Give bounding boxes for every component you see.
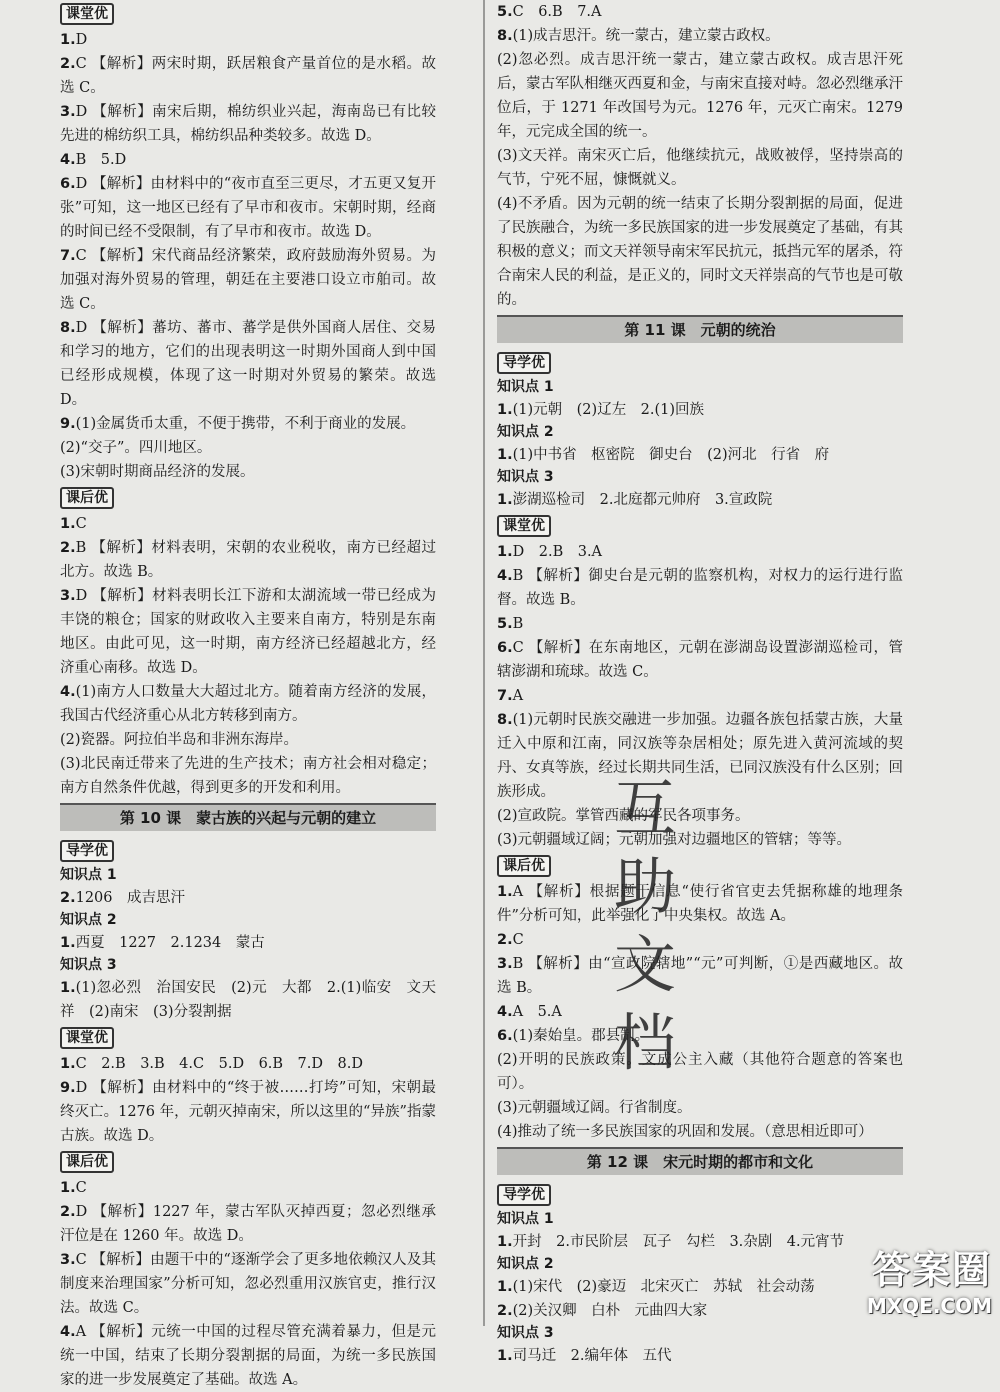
answer-text: B 【解析】御史台是元朝的监察机构，对权力的运行进行监督。故选 B。 xyxy=(497,568,903,608)
answer-text: C xyxy=(75,1180,87,1196)
answer-text: (2)关汉卿 白朴 元曲四大家 xyxy=(512,1303,708,1319)
answer-text: (4)不矛盾。因为元朝的统一结束了长期分裂割据的局面，促进了民族融合，为统一多民族国家的进一步发展奠定了基础，有其积极的意义；而文天祥领导南宋军民抗元，抵挡元军的屠杀，符合南宋人民的利益，是正义的，同时文天祥崇高的气节也是可敬的。 xyxy=(497,196,903,308)
section-label: 导学优 xyxy=(497,1184,551,1206)
stamp-character: 互 xyxy=(613,772,676,845)
question-number: 7. xyxy=(497,688,513,704)
question-number: 1. xyxy=(497,1348,513,1364)
answer-text: D 【解析】蕃坊、蕃市、蕃学是供外国商人居住、交易和学习的地方，它们的出现表明这一时期外国商人到中国已经形成规模，体现了这一时期对外贸易的繁荣。故选 D。 xyxy=(60,320,436,408)
answer-item xyxy=(60,436,436,460)
answer-text: (3)北民南迁带来了先进的生产技术；南方社会相对稳定；南方自然条件优越，得到更多的开发和利用。 xyxy=(60,756,436,796)
question-number: 6. xyxy=(497,640,513,656)
question-number: 8. xyxy=(497,28,513,44)
answer-item xyxy=(60,412,436,436)
right-column xyxy=(497,0,903,1368)
question-number: 2. xyxy=(60,1204,76,1220)
answer-text: D 【解析】由材料中的“终于被……打垮”可知，宋朝最终灭亡。1276 年，元朝灭掉南宋，所以这里的“异族”指蒙古族。故选 D。 xyxy=(60,1080,436,1144)
knowledge-point-heading: 知识点 3 xyxy=(497,469,554,485)
knowledge-point-heading: 知识点 1 xyxy=(497,379,554,395)
answer-item xyxy=(60,316,436,412)
answer-text: A 5.A xyxy=(512,1004,562,1020)
handwritten-stamp xyxy=(610,770,680,1082)
answer-item xyxy=(497,952,903,1000)
answer-item xyxy=(497,1000,903,1024)
answer-item xyxy=(497,398,903,422)
question-number: 1. xyxy=(497,1234,513,1250)
question-number: 2. xyxy=(60,540,76,556)
knowledge-point-heading: 知识点 2 xyxy=(497,424,554,440)
answer-text: (2)忽必烈。成吉思汗统一蒙古，建立蒙古政权。成吉思汗死后，蒙古军队相继灭西夏和金，与南宋直接对峙。忽必烈继承汗位后，于 1271 年改国号为元。1276 年，元灭亡南宋。1279 年，元完成全国的统一。 xyxy=(497,52,903,140)
answer-text: (3)元朝疆域辽阔；元朝加强对边疆地区的管辖；等等。 xyxy=(497,832,852,848)
answer-item xyxy=(497,540,903,564)
question-number: 1. xyxy=(60,32,76,48)
answer-item xyxy=(60,1076,436,1148)
answer-text: (3)文天祥。南宋灭亡后，他继续抗元，战败被俘，坚持崇高的气节，宁死不屈，慷慨就义。 xyxy=(497,148,903,188)
answer-text: (1)宋代 (2)豪迈 北宋灭亡 苏轼 社会动荡 xyxy=(512,1279,815,1295)
answer-item xyxy=(497,564,903,612)
answer-text: 司马迁 2.编年体 五代 xyxy=(512,1348,672,1364)
answer-text: B xyxy=(512,616,524,632)
question-number: 1. xyxy=(497,544,513,560)
knowledge-point-heading: 知识点 2 xyxy=(60,912,117,928)
question-number: 4. xyxy=(497,1004,513,1020)
knowledge-point-heading: 知识点 3 xyxy=(497,1325,554,1341)
answer-item xyxy=(60,172,436,244)
answer-item xyxy=(497,804,903,828)
answer-item xyxy=(60,584,436,680)
answer-item xyxy=(60,680,436,728)
question-number: 4. xyxy=(60,1324,76,1340)
section-label: 课后优 xyxy=(497,855,551,877)
answer-item xyxy=(497,192,903,312)
answer-item xyxy=(60,460,436,484)
answer-text: D 2.B 3.A xyxy=(512,544,603,560)
question-number: 9. xyxy=(60,1080,76,1096)
answer-text: (4)推动了统一多民族国家的巩固和发展。（意思相近即可） xyxy=(497,1124,873,1140)
answer-item xyxy=(497,144,903,192)
answer-item xyxy=(497,684,903,708)
answer-text: (1)成吉思汗。统一蒙古，建立蒙古政权。 xyxy=(512,28,780,44)
answer-item xyxy=(60,148,436,172)
question-number: 1. xyxy=(60,1056,76,1072)
question-number: 7. xyxy=(60,248,76,264)
answer-item xyxy=(497,443,903,467)
answer-item xyxy=(60,52,436,100)
answer-text: (2)瓷器。阿拉伯半岛和非洲东海岸。 xyxy=(60,732,299,748)
answer-item xyxy=(60,1176,436,1200)
question-number: 3. xyxy=(60,1252,76,1268)
section-label: 课堂优 xyxy=(60,1027,114,1049)
section-label: 课堂优 xyxy=(497,515,551,537)
answer-item xyxy=(60,931,436,955)
answer-item xyxy=(497,636,903,684)
answer-item xyxy=(497,1096,903,1120)
answer-text: 开封 2.市民阶层 瓦子 勾栏 3.杂剧 4.元宵节 xyxy=(512,1234,845,1250)
answer-item xyxy=(497,612,903,636)
question-number: 2. xyxy=(497,1303,513,1319)
knowledge-point-heading: 知识点 2 xyxy=(497,1256,554,1272)
answer-item xyxy=(60,244,436,316)
answer-item xyxy=(60,536,436,584)
answer-item xyxy=(497,1024,903,1048)
question-number: 4. xyxy=(497,568,513,584)
answer-item xyxy=(60,1248,436,1320)
lesson-heading: 第 12 课 宋元时期的都市和文化 xyxy=(497,1147,903,1175)
question-number: 3. xyxy=(60,104,76,120)
question-number: 1. xyxy=(497,1279,513,1295)
stamp-character: 文 xyxy=(613,928,676,1001)
section-label: 导学优 xyxy=(497,352,551,374)
knowledge-point-heading: 知识点 3 xyxy=(60,957,117,973)
watermark-title: 答案圈 xyxy=(871,1248,992,1292)
answer-item xyxy=(497,48,903,144)
question-number: 1. xyxy=(60,980,76,996)
question-number: 3. xyxy=(497,956,513,972)
answer-text: (1)元朝时民族交融进一步加强。边疆各族包括蒙古族，大量迁入中原和江南，同汉族等杂居相处；原先进入黄河流域的契丹、女真等族，经过长期共同生活，已同汉族没有什么区别；回族形成。 xyxy=(497,712,903,800)
answer-item xyxy=(497,1230,903,1254)
question-number: 1. xyxy=(497,492,513,508)
answer-text: (1)中书省 枢密院 御史台 (2)河北 行省 府 xyxy=(512,447,830,463)
answer-item xyxy=(60,1052,436,1076)
left-column xyxy=(60,0,436,1392)
question-number: 1. xyxy=(60,516,76,532)
question-number: 8. xyxy=(60,320,76,336)
question-number: 1. xyxy=(497,884,513,900)
stamp-character: 档 xyxy=(613,1006,676,1079)
answer-text: C 2.B 3.B 4.C 5.D 6.B 7.D 8.D xyxy=(75,1056,363,1072)
question-number: 2. xyxy=(60,56,76,72)
answer-text: D 【解析】由材料中的“夜市直至三更尽，才五更又复开张”可知，这一地区已经有了早市和夜市。宋朝时期，经商的时间已经不受限制，有了早市和夜市。故选 D。 xyxy=(60,176,436,240)
answer-text: (1)秦始皇。郡县制。 xyxy=(512,1028,650,1044)
knowledge-point-heading: 知识点 1 xyxy=(60,867,117,883)
answer-text: (1)南方人口数量大大超过北方。随着南方经济的发展，我国古代经济重心从北方转移到南方。 xyxy=(60,684,436,724)
answer-text: 西夏 1227 2.1234 蒙古 xyxy=(75,935,265,951)
answer-text: (2)宣政院。掌管西藏的军民各项事务。 xyxy=(497,808,750,824)
answer-item xyxy=(497,1048,903,1096)
question-number: 6. xyxy=(497,1028,513,1044)
answer-text: D 【解析】材料表明长江下游和太湖流域一带已经成为丰饶的粮仓；国家的财政收入主要来自南方，特别是东南地区。由此可见，这一时期，南方经济已经超越北方，经济重心南移。故选 D。 xyxy=(60,588,436,676)
answer-text: C xyxy=(512,932,524,948)
answer-text: (1)元朝 (2)辽左 2.(1)回族 xyxy=(512,402,705,418)
answer-text: B 【解析】由“宣政院辖地”“元”可判断，①是西藏地区。故选 B。 xyxy=(497,956,903,996)
question-number: 9. xyxy=(60,416,76,432)
question-number: 1. xyxy=(60,1180,76,1196)
question-number: 4. xyxy=(60,684,76,700)
answer-text: D 【解析】南宋后期，棉纺织业兴起，海南岛已有比较先进的棉纺织工具，棉纺织品种类较多。故选 D。 xyxy=(60,104,436,144)
watermark-url: MXQE.COM xyxy=(866,1294,992,1318)
answer-item xyxy=(60,752,436,800)
answer-item xyxy=(497,1120,903,1144)
question-number: 1. xyxy=(497,402,513,418)
answer-text: C 6.B 7.A xyxy=(512,4,602,20)
answer-text: C 【解析】两宋时期，跃居粮食产量首位的是水稻。故选 C。 xyxy=(60,56,436,96)
answer-item xyxy=(60,28,436,52)
answer-item xyxy=(497,880,903,928)
question-number: 2. xyxy=(60,890,76,906)
answer-item xyxy=(60,886,436,910)
answer-text: A xyxy=(512,688,524,704)
question-number: 1. xyxy=(497,447,513,463)
answer-item xyxy=(497,1275,903,1299)
answer-item xyxy=(60,100,436,148)
answer-text: (2)“交子”。四川地区。 xyxy=(60,440,212,456)
answer-text: D xyxy=(75,32,88,48)
answer-text: (2)开明的民族政策。文成公主入藏（其他符合题意的答案也可）。 xyxy=(497,1052,903,1092)
site-watermark xyxy=(867,1239,992,1318)
question-number: 3. xyxy=(60,588,76,604)
answer-item xyxy=(60,1200,436,1248)
answer-item xyxy=(497,24,903,48)
answer-text: B 【解析】材料表明，宋朝的农业税收，南方已经超过北方。故选 B。 xyxy=(60,540,436,580)
lesson-heading: 第 10 课 蒙古族的兴起与元朝的建立 xyxy=(60,803,436,831)
answer-item xyxy=(497,928,903,952)
stamp-character: 助 xyxy=(613,850,676,923)
question-number: 1. xyxy=(60,935,76,951)
section-label: 导学优 xyxy=(60,840,114,862)
section-label: 课堂优 xyxy=(60,3,114,25)
answer-text: (1)金属货币太重，不便于携带，不利于商业的发展。 xyxy=(75,416,416,432)
answer-text: (1)忽必烈 治国安民 (2)元 大都 2.(1)临安 文天祥 (2)南宋 (3)分裂割据 xyxy=(60,980,436,1020)
answer-text: C xyxy=(75,516,87,532)
question-number: 5. xyxy=(497,4,513,20)
answer-text: C 【解析】宋代商品经济繁荣，政府鼓励海外贸易。为加强对海外贸易的管理，朝廷在主要港口设立市舶司。故选 C。 xyxy=(60,248,436,312)
lesson-heading: 第 11 课 元朝的统治 xyxy=(497,315,903,343)
question-number: 8. xyxy=(497,712,513,728)
column-divider xyxy=(483,0,485,1326)
answer-item xyxy=(497,1344,903,1368)
answer-item xyxy=(497,708,903,804)
answer-item xyxy=(497,1299,903,1323)
answer-text: A 【解析】根据题干信息“使行省官吏去凭据称雄的地理条件”分析可知，此举强化了中央集权。故选 A。 xyxy=(497,884,903,924)
answer-item xyxy=(497,828,903,852)
answer-text: A 【解析】元统一中国的过程尽管充满着暴力，但是元统一中国，结束了长期分裂割据的局面，为统一多民族国家的进一步发展奠定了基础。故选 A。 xyxy=(60,1324,436,1388)
answer-item xyxy=(497,0,903,24)
answer-text: (3)宋朝时期商品经济的发展。 xyxy=(60,464,255,480)
answer-text: C 【解析】在东南地区，元朝在澎湖岛设置澎湖巡检司，管辖澎湖和琉球。故选 C。 xyxy=(497,640,903,680)
answer-text: (3)元朝疆域辽阔。行省制度。 xyxy=(497,1100,692,1116)
answer-item xyxy=(60,512,436,536)
answer-text: D 【解析】1227 年，蒙古军队灭掉西夏；忽必烈继承汗位是在 1260 年。故选 D。 xyxy=(60,1204,436,1244)
section-label: 课后优 xyxy=(60,487,114,509)
answer-text: 1206 成吉思汗 xyxy=(75,890,186,906)
question-number: 2. xyxy=(497,932,513,948)
answer-item xyxy=(60,1320,436,1392)
section-label: 课后优 xyxy=(60,1151,114,1173)
question-number: 4. xyxy=(60,152,76,168)
answer-item xyxy=(60,728,436,752)
question-number: 5. xyxy=(497,616,513,632)
answer-item xyxy=(497,488,903,512)
knowledge-point-heading: 知识点 1 xyxy=(497,1211,554,1227)
answer-text: B 5.D xyxy=(75,152,127,168)
answer-text: 澎湖巡检司 2.北庭都元帅府 3.宣政院 xyxy=(512,492,773,508)
answer-text: C 【解析】由题干中的“逐渐学会了更多地依赖汉人及其制度来治理国家”分析可知，忽必烈重用汉族官吏，推行汉法。故选 C。 xyxy=(60,1252,436,1316)
answer-item xyxy=(60,976,436,1024)
question-number: 6. xyxy=(60,176,76,192)
